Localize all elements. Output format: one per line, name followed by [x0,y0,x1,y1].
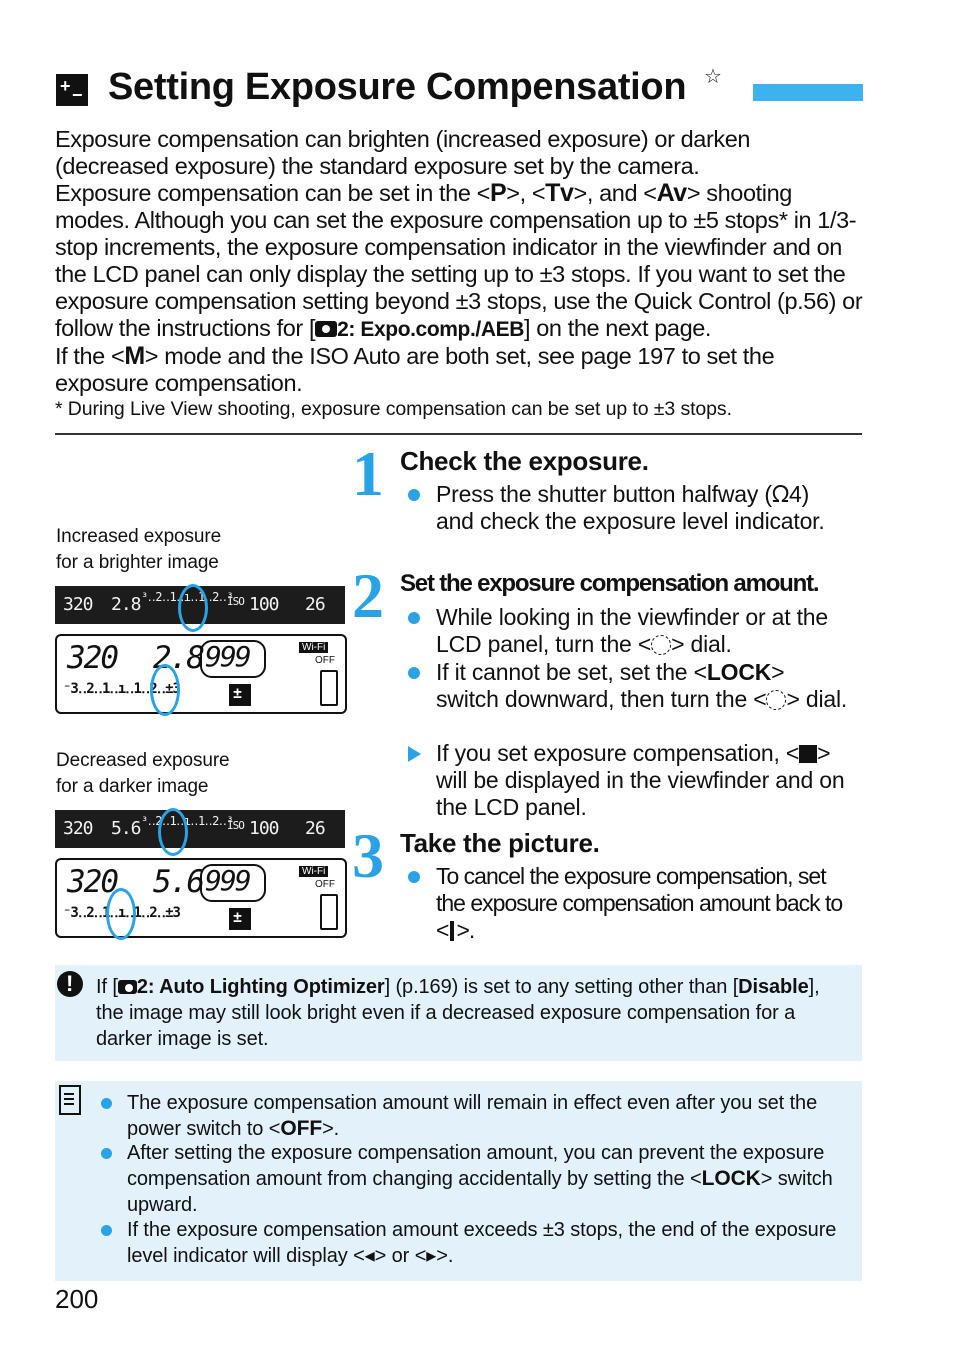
half-press-timer-icon: ᘯ4 [771,481,802,507]
divider [55,433,862,435]
result-arrow-icon [408,746,421,762]
intro-text [55,126,865,397]
bullet-icon [408,871,420,883]
exposure-compensation-icon: + − [56,74,88,106]
step-1-bullet-1: Press the shutter button halfway (ᘯ4) and check the exposure level indicator. [408,481,848,535]
caution-icon [57,971,83,997]
bullet-icon [408,667,420,679]
step-number-2: 2 [352,560,384,631]
battery-icon [320,894,338,930]
viewfinder-display-decreased: 320 5.6 ³‥2‥1‥ı‥1‥2‥³ ISO 100 26 [55,810,345,848]
step-2-bullet-1: While looking in the viewfinder or at the LCD panel, turn the < > dial. [408,604,848,658]
bullet-icon [408,489,420,501]
step-number-1: 1 [352,438,384,509]
bullet-icon [101,1225,112,1236]
indicator-marker-lcd-increased [150,664,180,716]
viewfinder-display-increased: 320 2.8 ³‥2‥1‥ı‥1‥2‥³ ISO 100 26 [55,586,345,624]
menu-reference: 2: Expo.comp./AEB [337,318,524,341]
caution-text: If [ 2: Auto Lighting Optimizer] (p.169) is set to any setting other than [Disable], the image may still look bright even if a decreased exposure compensation for a darker image is set. [96,976,820,1050]
step-heading-2: Set the exposure compensation amount. [400,570,819,597]
note-2: After setting the exposure compensation amount, you can prevent the exposure compensation amount from changing accidentally by setting the <LOCK> switch upward. [127,1142,833,1216]
indicator-marker-viewfinder-decreased [158,808,188,856]
title-accent-bar [753,84,863,101]
mode-p-symbol: P [489,179,507,207]
mode-tv-symbol: Tv [545,179,574,207]
indicator-marker-lcd-decreased [106,888,136,940]
intro-paragraph-3: If the <M> mode and the ISO Auto are both set, see page 197 to set the exposure compensation. [55,342,775,396]
indicator-marker-viewfinder-increased [178,584,208,632]
bullet-icon [408,612,420,624]
memo-icon [59,1085,81,1115]
exposure-compensation-icon [799,745,817,763]
page-number: 200 [55,1284,99,1314]
quick-control-dial-icon [766,690,786,710]
step-heading-1: Check the exposure. [400,446,649,476]
step-3-bullet-1: To cancel the exposure compensation, set the exposure compensation amount back to < >. [408,863,858,944]
wifi-label: Wi-Fi [299,866,328,877]
exposure-compensation-icon [229,684,251,706]
footnote: * During Live View shooting, exposure compensation can be set up to ±3 stops. [55,398,732,420]
notes-box [55,1081,862,1281]
right-arrow-icon: ▸ [426,1245,437,1267]
mode-av-symbol: Av [656,179,687,207]
battery-icon [320,670,338,706]
quick-control-dial-icon [651,635,671,655]
title-row [56,62,866,112]
step-heading-3: Take the picture. [400,828,600,858]
step-number-3: 3 [352,820,384,891]
left-arrow-icon: ◂ [364,1245,375,1267]
caption-increased: Increased exposure for a brighter image [56,526,222,573]
mode-m-symbol: M [124,342,145,370]
step-2-bullet-2: If it cannot be set, set the <LOCK> switch downward, then turn the < > dial. [408,659,848,713]
wifi-label: Wi-Fi [299,642,328,653]
lock-switch-label: LOCK [706,659,772,685]
page-title: Setting Exposure Compensation [108,66,687,108]
camera-menu-icon [315,321,337,337]
caution-box [55,965,862,1061]
bullet-icon [101,1148,112,1159]
camera-menu-icon [118,980,137,994]
exposure-compensation-icon [229,908,251,930]
lcd-panel-decreased: 320 5.6 999 ⁻3‥2‥1‥ı‥1‥2‥±3 Wi-Fi OFF ± [55,858,347,938]
star-icon: ☆ [704,66,722,88]
caption-decreased: Decreased exposure for a darker image [56,750,230,797]
bullet-icon [101,1098,112,1109]
step-2-bullet-3: If you set exposure compensation, < > will be displayed in the viewfinder and on the LCD panel. [408,740,848,821]
note-1: The exposure compensation amount will remain in effect even after you set the power switch to <OFF>. [127,1092,818,1140]
standard-exposure-index-icon [450,921,454,941]
intro-paragraph-1: Exposure compensation can brighten (increased exposure) or darken (decreased exposure) the standard exposure set by the camera. [55,126,751,179]
note-3: If the exposure compensation amount exceeds ±3 stops, the end of the exposure level indicator will display <◂> or <▸>. [127,1219,837,1267]
lcd-panel-increased: 320 2.8 999 ⁻3‥2‥1‥ı‥1‥2‥±3 Wi-Fi OFF ± [55,634,347,714]
intro-paragraph-2: Exposure compensation can be set in the <P>, <Tv>, and <Av> shooting modes. Although you can set the exposure compensation up to ±5 stops* in 1/3-stop increments, the exposure compensation indicator in the viewfinder and on the LCD panel can only display the setting up to ±3 stops. If you want to set the exposure compensation setting beyond ±3 stops, use the Quick Control (p.56) or follow the instructions for [ 2: Expo.comp./AEB] on the next page. [55,179,863,341]
